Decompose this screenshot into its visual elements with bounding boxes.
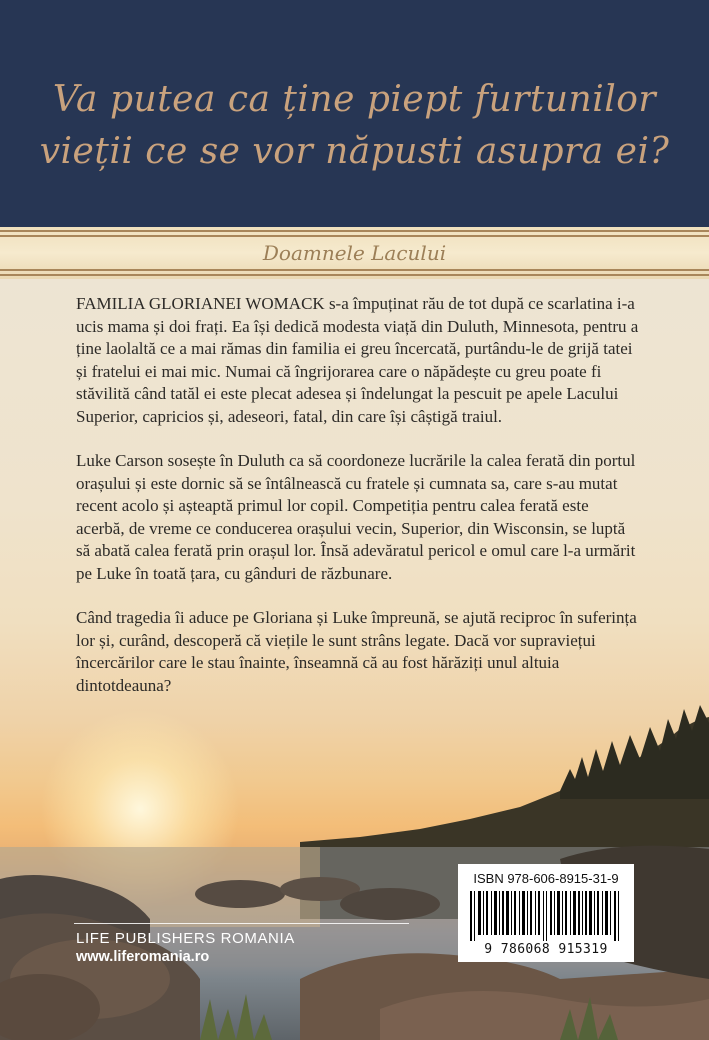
back-cover-blurb (76, 293, 639, 719)
publisher-divider (74, 923, 409, 924)
isbn-label: ISBN 978-606-8915-31-9 (473, 871, 619, 886)
cover-top-band (0, 0, 709, 227)
publisher-block (76, 929, 295, 967)
series-ribbon (0, 227, 709, 279)
blurb-paragraph-2: Luke Carson sosește în Duluth ca să coordoneze lucrările la calea ferată din portul orașului și este dornic să se întâlnească cu fratele și cumnata sa, care s-au mutat recent acolo și așteaptă primul lor copil. Competiția pentru calea ferată este acerbă, de vreme ce conducerea orașului vecin, Superior, din Wisconsin, se luptă să abată calea ferată prin orașul lor. Însă adevăratul pericol e omul care l-a urmărit pe Luke în toată țara, cu gânduri de răzbunare. (76, 451, 636, 583)
blurb-paragraph-1: FAMILIA GLORIANEI WOMACK s-a împuținat rău de tot după ce scarlatina i-a ucis mama și doi frați. Ea își dedică modesta viață din Duluth, Minnesota, pentru a ține laolaltă ce a mai rămas din familia ei greu încercată, purtându-le de grijă tatei și fratelui ei mai mic. Numai că îngrijorarea care o năpădește cu greu poate fi stăvilită când tatăl ei este plecat adesea și îndelungat la pescuit pe apele Lacului Superior, capricios și, adeseori, fatal, din care își câștigă traiul. (76, 294, 639, 426)
isbn-barcode-box (458, 864, 634, 962)
tagline-line-1: Va putea ca ține piept furtunilor (52, 79, 657, 120)
publisher-url[interactable]: www.liferomania.ro (76, 949, 210, 965)
tagline-line-2: vieții ce se vor năpusti asupra ei? (39, 131, 670, 172)
tagline (0, 74, 709, 178)
blurb-paragraph-3: Când tragedia îi aduce pe Gloriana și Luke împreună, se ajută reciproc în suferința lor și, curând, descoperă că viețile le sunt strâns legate. Dacă vor supraviețui încercărilor care le stau înainte, înseamnă că au fost hărăziți unul altuia dintotdeauna? (76, 608, 637, 695)
series-title: Doamnele Lacului (262, 241, 447, 265)
shoreline-illustration (0, 679, 709, 1040)
publisher-name: LIFE PUBLISHERS ROMANIA (76, 930, 295, 947)
isbn-digits: 9 786068 915319 (484, 942, 608, 957)
barcode-icon (468, 891, 624, 941)
